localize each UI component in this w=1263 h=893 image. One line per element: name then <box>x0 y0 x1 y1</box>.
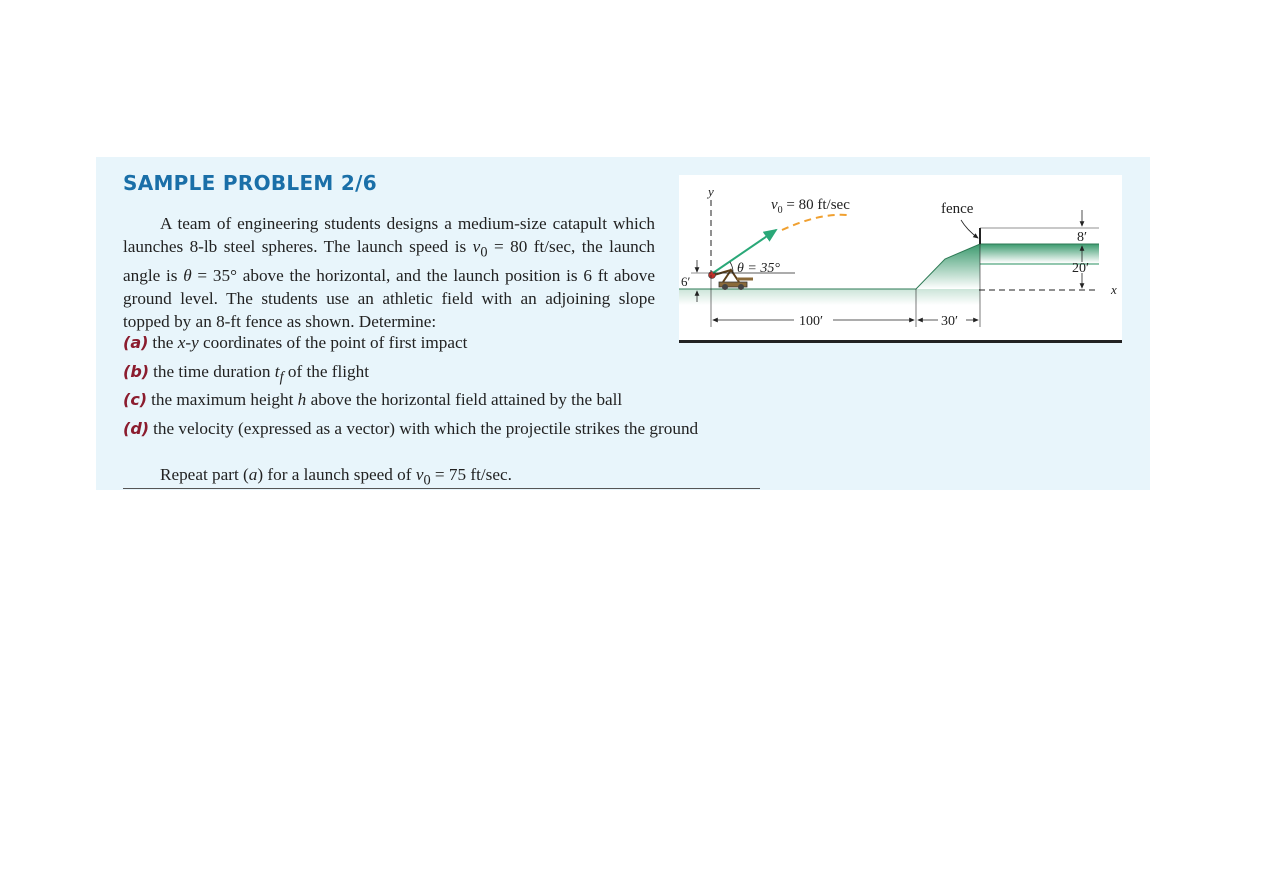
repeat-part-1: Repeat part ( <box>160 465 249 484</box>
part-c <box>123 388 622 411</box>
part-d <box>123 417 760 440</box>
repeat-v-symbol: v <box>415 465 424 484</box>
part-c-var: h <box>297 390 307 409</box>
problem-statement <box>123 212 655 333</box>
repeat-part-2: ) for a launch speed of <box>257 465 416 484</box>
part-b-label: (b) <box>123 362 150 381</box>
statement-part-3: = 35° above the horizontal, and the launch position is 6 ft above ground level. The students use an athletic field with an adjoining slope topped by an 8-ft fence as shown. Determine: <box>123 266 655 332</box>
part-d-label: (d) <box>123 419 150 438</box>
part-a-text: coordinates of the point of first impact <box>198 333 468 352</box>
catapult-figure-svg <box>679 175 1122 343</box>
v0-label: $v_0 = 80$ ft/sec <box>771 197 850 216</box>
theta-label: θ = 35° <box>737 261 780 276</box>
part-c-label: (c) <box>123 390 148 409</box>
repeat-var: a <box>248 465 258 484</box>
part-c-pre: the maximum height <box>151 390 298 409</box>
dim-6-label: 6′ <box>681 274 691 289</box>
part-a <box>123 331 467 354</box>
y-axis-label: y <box>708 184 714 199</box>
part-d-text: the velocity (expressed as a vector) with which the projectile strikes the ground <box>153 419 699 438</box>
repeat-part-3: = 75 ft/sec. <box>430 465 512 484</box>
part-b-var: t <box>274 362 280 381</box>
fence-label: fence <box>941 201 974 217</box>
bottom-rule <box>123 488 760 489</box>
part-a-var: x-y <box>177 333 199 352</box>
part-a-label: (a) <box>123 333 149 352</box>
repeat-v-subscript: 0 <box>423 472 431 489</box>
v-subscript: 0 <box>480 244 488 261</box>
dim-20-label: 20′ <box>1072 261 1090 276</box>
statement-part-2: = 80 ft/sec, the launch angle is <box>123 237 655 286</box>
figure-bottom-rule <box>679 340 1122 343</box>
part-b <box>123 360 369 389</box>
dim-100-label: 100′ <box>799 314 824 329</box>
dim-30-label: 30′ <box>941 314 959 329</box>
v-symbol: v <box>472 237 481 256</box>
part-b-sub: f <box>279 369 284 386</box>
dim-8-label: 8′ <box>1077 230 1088 245</box>
part-b-text: of the flight <box>283 362 370 381</box>
x-axis-label: x <box>1111 282 1117 297</box>
part-c-text: above the horizontal field attained by the ball <box>306 390 623 409</box>
problem-title: SAMPLE PROBLEM 2/6 <box>123 171 377 195</box>
problem-figure <box>679 175 1122 343</box>
statement-part-1: A team of engineering students designs a medium-size catapult which launches 8-lb steel spheres. The launch speed is <box>123 214 655 256</box>
part-b-pre: the time duration <box>153 362 275 381</box>
part-a-pre: the <box>152 333 178 352</box>
theta-symbol: θ <box>183 266 192 286</box>
